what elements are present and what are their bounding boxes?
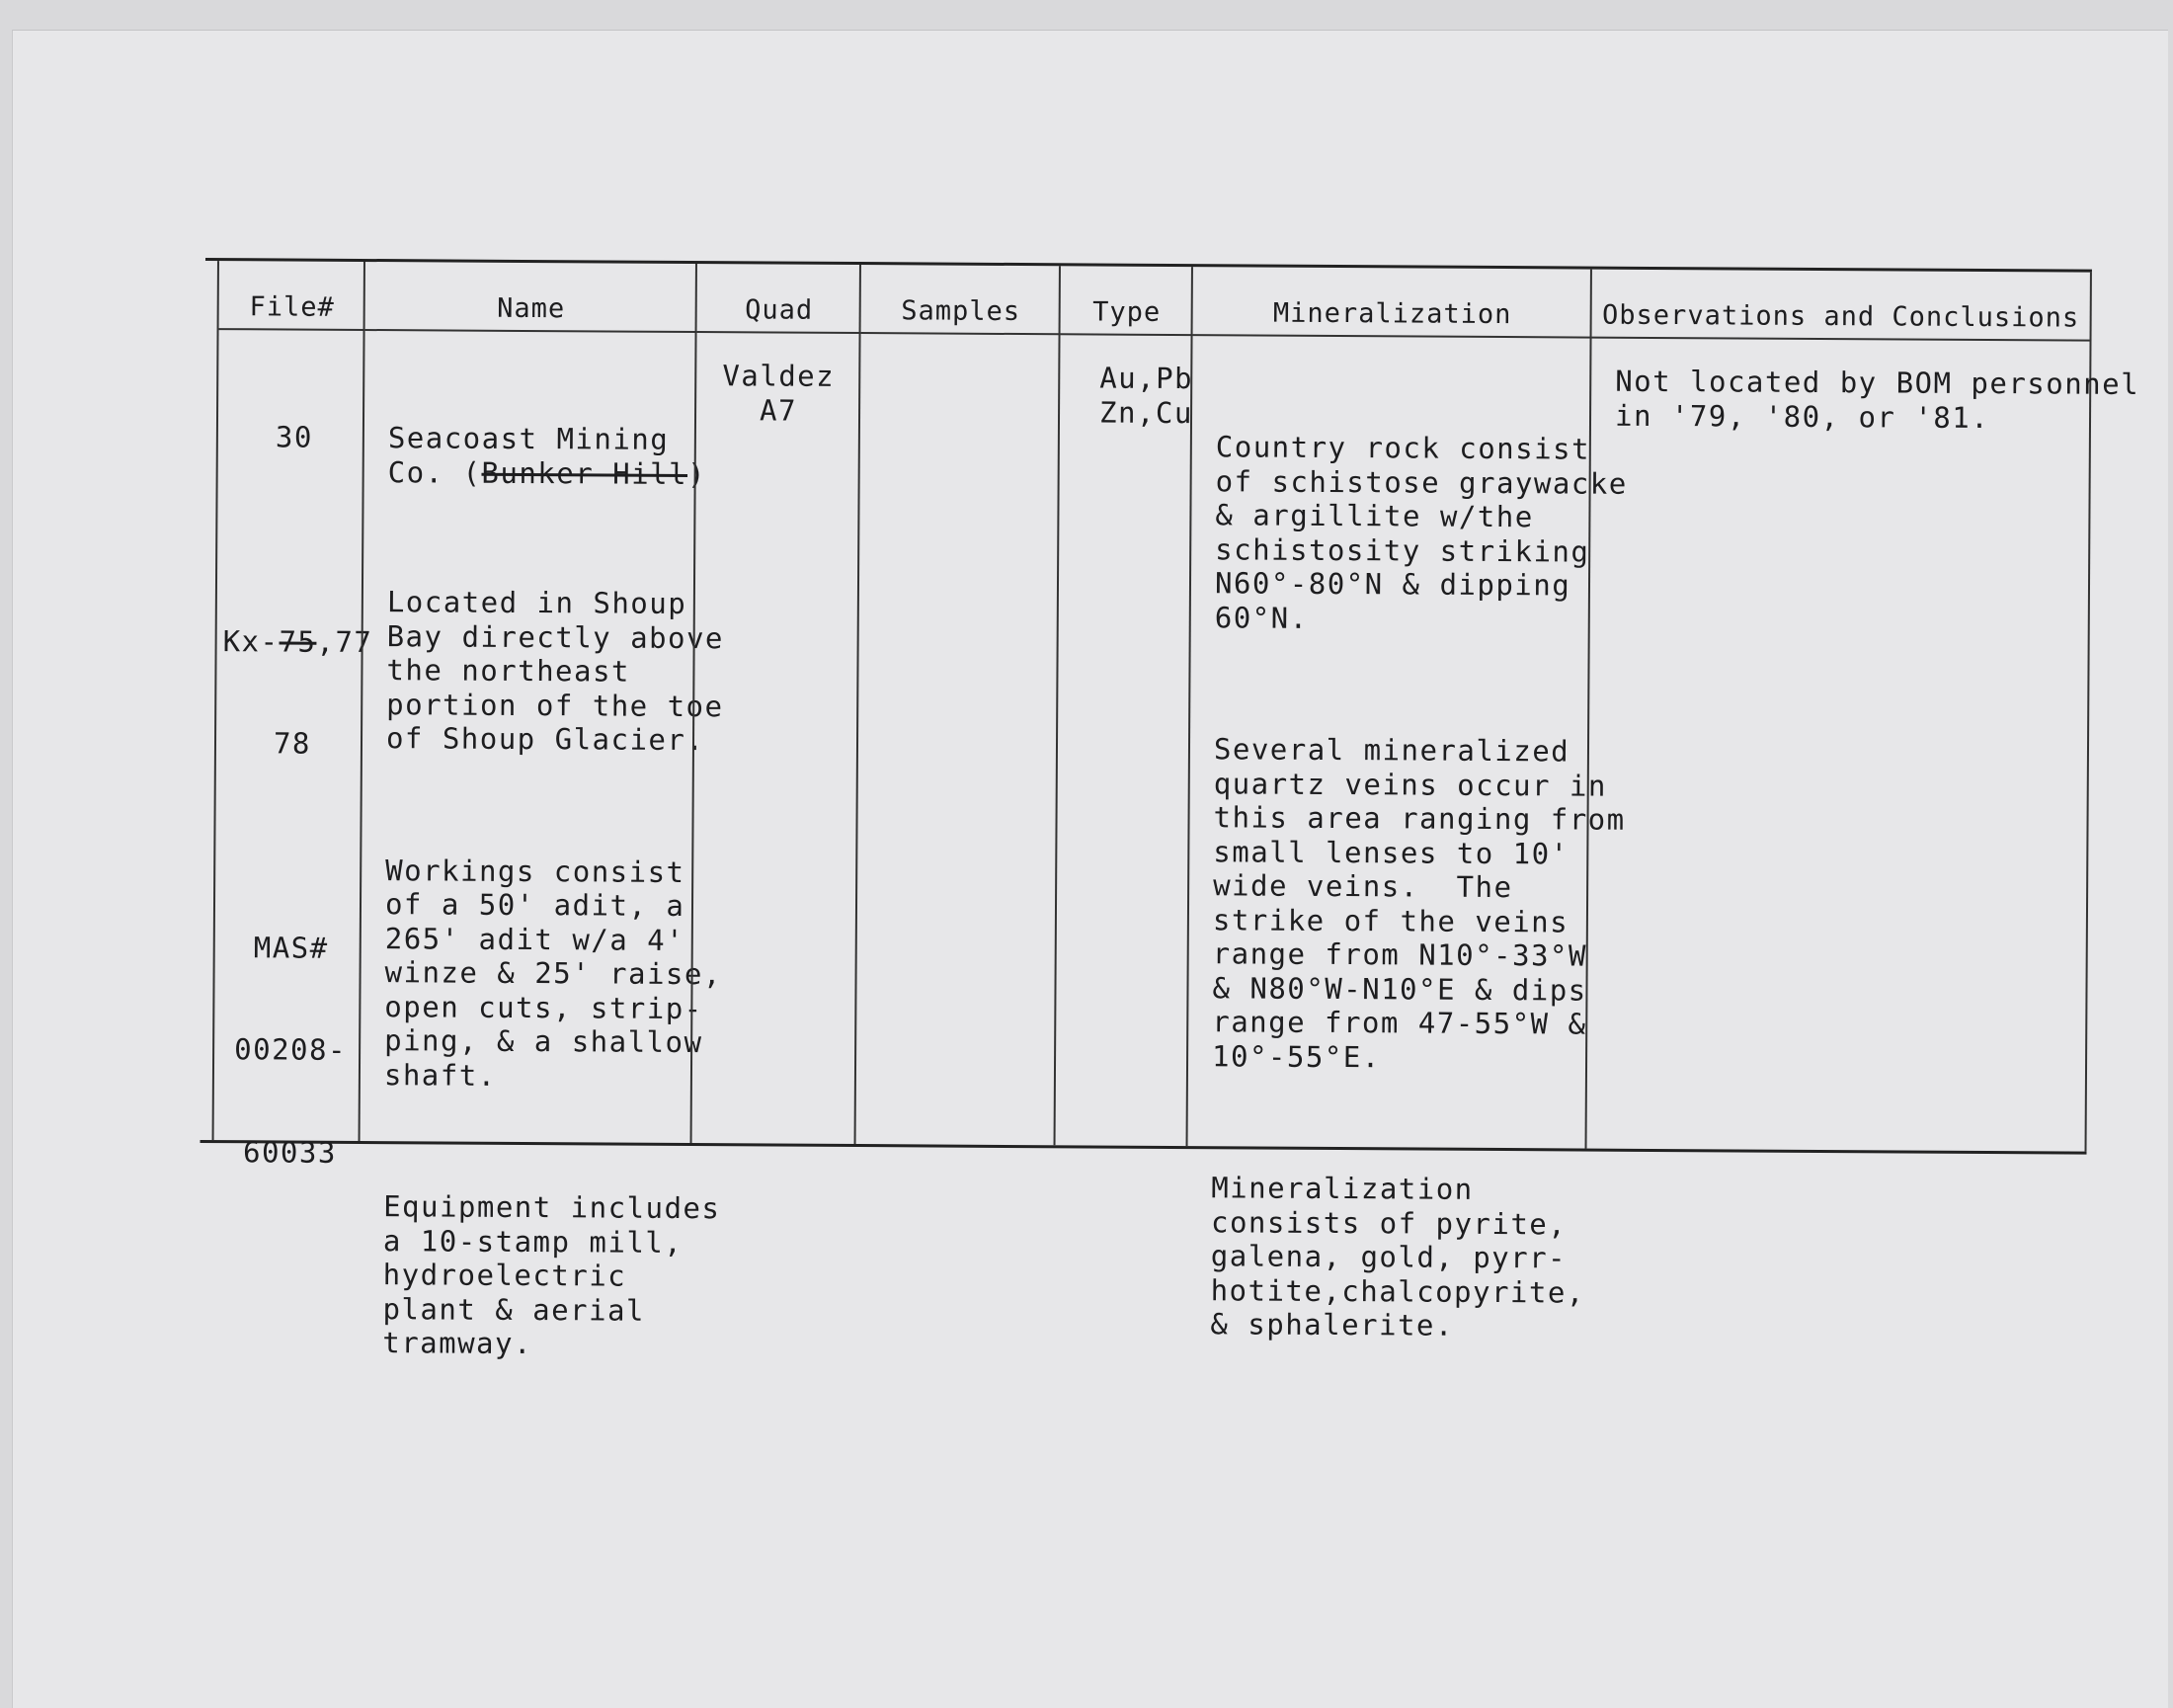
header-type: Type xyxy=(1061,266,1193,336)
struck-kx-number: 75 xyxy=(279,623,317,659)
mine-name: Seacoast Mining Co. (Bunker Hill) xyxy=(387,421,707,491)
column-samples xyxy=(854,265,1061,1145)
header-file: File# xyxy=(219,261,365,331)
mas-number-line2: 60033 xyxy=(242,1134,337,1170)
column-quad xyxy=(690,264,861,1144)
column-name xyxy=(359,262,725,1361)
column-type xyxy=(1054,266,1193,1146)
header-quad: Quad xyxy=(697,264,861,334)
country-rock-text: Country rock consist of schistose graywacke & argillite w/the schistosity striking N60°-80°N & dipping 60°N. xyxy=(1214,430,1628,635)
cell-samples xyxy=(856,334,1061,1145)
header-samples: Samples xyxy=(861,265,1061,335)
struck-former-name: Bunker Hill xyxy=(481,455,688,491)
mas-label: MAS# xyxy=(253,930,329,965)
kx-number-line2: 78 xyxy=(273,726,312,761)
cell-quad: Valdez A7 xyxy=(722,359,836,428)
workings-text: Workings consist of a 50' adit, a 265' adit w/a 4' winze & 25' raise, open cuts, strip- ping, & a shallow shaft. xyxy=(383,853,722,1093)
file-number: 30 xyxy=(275,420,313,454)
mas-number-line1: 00208- xyxy=(234,1032,348,1067)
header-name: Name xyxy=(365,262,697,333)
header-observations: Observations and Conclusions xyxy=(1592,270,2090,342)
cell-type: Au,Pb Zn,Cu xyxy=(1098,361,1194,430)
kx-number: Kx-75,77 xyxy=(222,623,373,659)
mine-record-table xyxy=(201,258,2140,1361)
column-file xyxy=(212,261,373,1170)
veins-text: Several mineralized quartz veins occur in this area ranging from small lenses to 10' wide veins. The strike of the veins range from N10°-33°W & N80°W-N10°E & dips range from 47-55°W & 10°-55°E. xyxy=(1211,732,1626,1074)
column-observations xyxy=(1585,270,2140,1152)
cell-mineralization xyxy=(1188,336,1628,1342)
cell-observations: Not located by BOM personnel in '79, '80, or '81. xyxy=(1614,364,2140,435)
cell-file xyxy=(214,330,373,1170)
column-mineralization xyxy=(1186,267,1628,1342)
equipment-text: Equipment includes a 10-stamp mill, hydroelectric plant & aerial tramway. xyxy=(382,1189,721,1361)
minerals-text: Mineralization consists of pyrite, galena, gold, pyrr- hotite,chalcopyrite, & sphalerite. xyxy=(1210,1171,1585,1342)
document-page xyxy=(12,30,2168,1708)
header-mineralization: Mineralization xyxy=(1193,267,1592,338)
cell-name xyxy=(361,331,725,1361)
location-text: Located in Shoup Bay directly above the northeast portion of the toe of Shoup Glacier. xyxy=(385,585,725,758)
